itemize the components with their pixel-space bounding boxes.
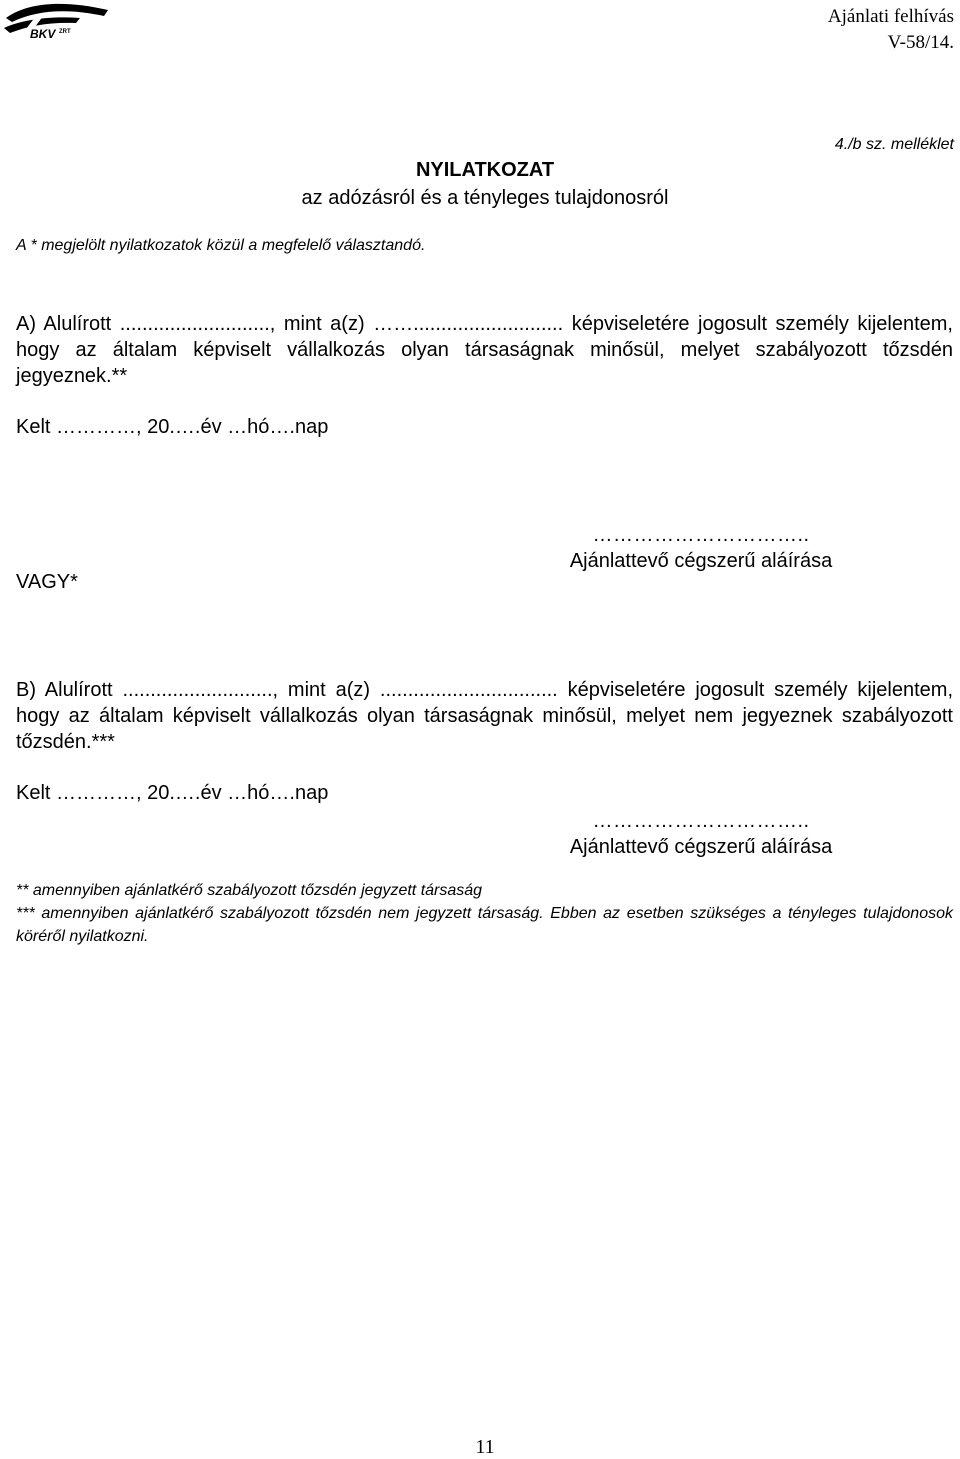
or-label: VAGY*	[16, 571, 78, 593]
page-title: NYILATKOZAT	[415, 159, 555, 181]
page-number: 11	[475, 1436, 495, 1458]
signature-block-b	[550, 808, 852, 860]
attachment-label: 4./b sz. melléklet	[834, 136, 954, 153]
svg-text:ZRT: ZRT	[59, 29, 71, 35]
statement-a: A) Alulírott ..........................., mint a(z) ……........................... képviseletére jogosult személy kijelentem, hogy az általam képviselt vállalkozás olyan társaságnak minősül, melyet szabályozott tőzsdén jegyeznek.**	[16, 313, 953, 387]
page-subtitle: az adózásról és a tényleges tulajdonosról	[301, 187, 669, 209]
document-reference: V-58/14.	[887, 32, 954, 53]
footnote-1: ** amennyiben ajánlatkérő szabályozott tőzsdén jegyzett társaság	[16, 882, 483, 899]
statement-b: B) Alulírott ..........................., mint a(z) ................................ képviseletére jogosult személy kijelentem, hogy az általam képviselt vállalkozás olyan társaságnak minősül, melyet nem jegyeznek szabályozott tőzsdén.***	[16, 679, 953, 753]
signature-block-a	[550, 522, 852, 574]
company-logo	[2, 2, 110, 44]
instruction-text: A * megjelölt nyilatkozatok közül a megfelelő választandó.	[16, 237, 426, 254]
title-block	[0, 156, 960, 212]
signature-line-b: …………………………..	[592, 810, 810, 832]
date-line-b: Kelt …………, 20.….év …hó….nap	[16, 782, 329, 804]
signature-label-b: Ajánlattevő cégszerű aláírása	[569, 836, 833, 858]
date-line-a: Kelt …………, 20.….év …hó….nap	[16, 416, 329, 438]
footnotes	[16, 879, 953, 948]
document-header	[828, 4, 954, 56]
document-title: Ajánlati felhívás	[827, 6, 954, 27]
footnote-2: *** amennyiben ajánlatkérő szabályozott tőzsdén nem jegyzett társaság. Ebben az esetben szükséges a tényleges tulajdonosok köréről nyilatkozni.	[16, 905, 953, 945]
svg-text:BKV: BKV	[30, 27, 56, 41]
signature-line-a: …………………………..	[592, 524, 810, 546]
signature-label-a: Ajánlattevő cégszerű aláírása	[569, 550, 833, 572]
